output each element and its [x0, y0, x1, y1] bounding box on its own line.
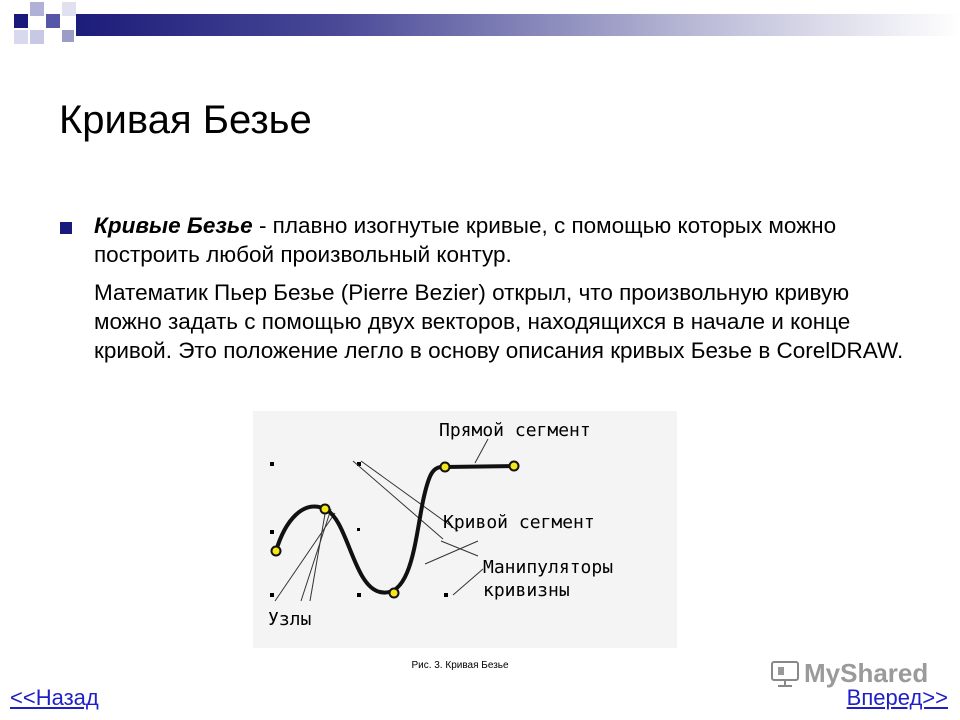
- figure-caption: Рис. 3. Кривая Безье: [411, 660, 509, 671]
- term-text: Кривые Безье: [94, 213, 253, 238]
- deco-square: [14, 14, 28, 28]
- history-paragraph: Математик Пьер Безье (Pierre Bezier) открыл, что произвольную кривую можно задать с помощью двух векторов, находящихся в начале и конце кривой. Это положение легло в основу описания кривых Безье в CorelDRAW.: [94, 280, 904, 363]
- deco-square: [62, 2, 76, 16]
- label-handles-line1: Манипуляторы: [483, 557, 614, 578]
- deco-square: [62, 30, 74, 42]
- bullet-square-icon: [60, 222, 72, 234]
- label-straight-segment: Прямой сегмент: [439, 420, 591, 441]
- logo-text: MyShared: [804, 658, 929, 688]
- deco-square: [30, 30, 44, 44]
- deco-square: [14, 30, 28, 44]
- next-link[interactable]: Вперед>>: [846, 685, 948, 710]
- deco-square: [30, 2, 44, 16]
- label-curved-segment: Кривой сегмент: [443, 512, 595, 533]
- definition-paragraph: [94, 211, 904, 269]
- grid-dots: [270, 462, 448, 597]
- bezier-figure: [253, 411, 677, 648]
- definition-text: - плавно изогнутые кривые, с помощью которых можно построить любой произвольный контур.: [94, 213, 837, 267]
- deco-square: [46, 14, 60, 28]
- presentation-icon: [772, 662, 798, 686]
- straight-pointer: [475, 439, 488, 463]
- header-gradient-bar: [76, 14, 960, 36]
- back-link[interactable]: <<Назад: [10, 685, 99, 710]
- bezier-diagram: [253, 411, 677, 648]
- header-decoration: [0, 0, 960, 56]
- slide-title: Кривая Безье: [59, 98, 312, 142]
- label-handles-line2: кривизны: [483, 580, 570, 601]
- label-nodes: Узлы: [268, 609, 312, 630]
